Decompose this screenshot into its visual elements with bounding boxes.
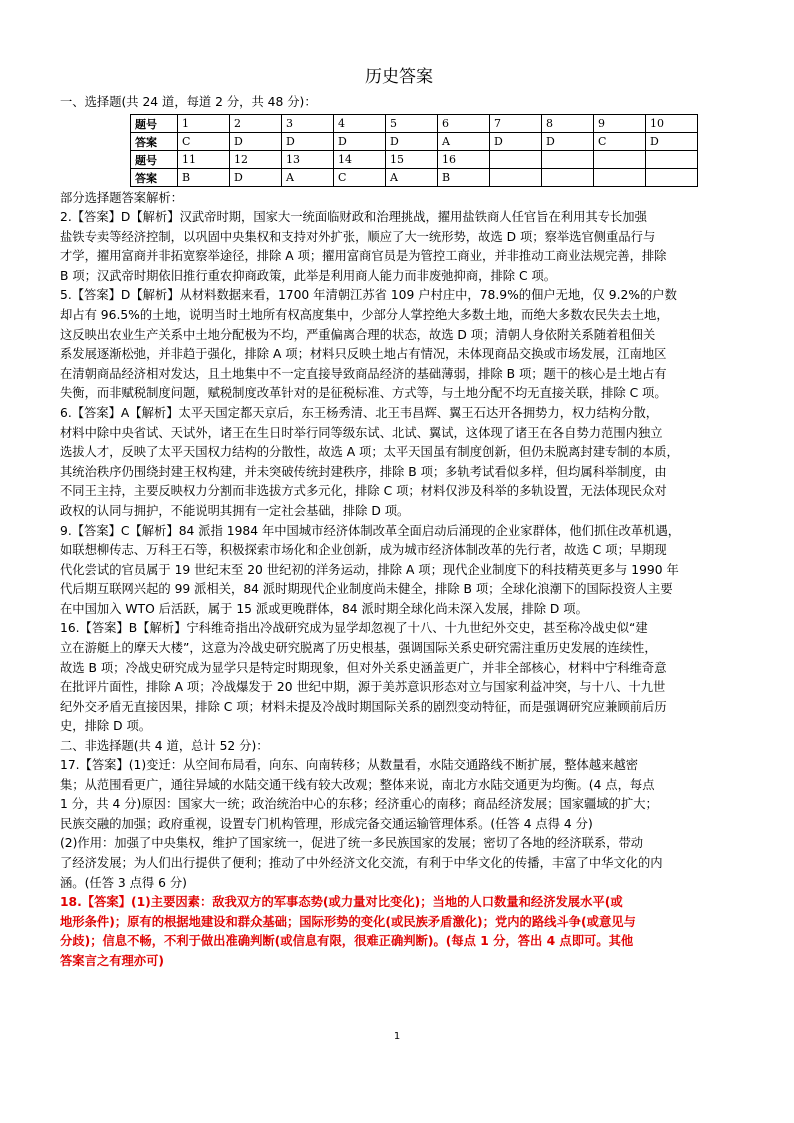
text-line: 1 分，共 4 分)原因：国家大一统；政治统治中心的东移；经济重心的南移；商品经济发展；国家疆域的扩大； xyxy=(60,797,658,812)
text-line: 失衡，而非赋税制度问题，赋税制度改革针对的是征税标准、方式等，与土地分配不均无直接关联，排除 C 项。 xyxy=(60,386,667,401)
text-line: 6.【答案】A【解析】太平天国定都天京后，东王杨秀清、北王韦昌辉、翼王石达开各拥势力，权力结构分散， xyxy=(60,405,659,420)
table-cell: C xyxy=(178,133,230,151)
table-cell: 15 xyxy=(386,151,438,169)
section-heading-nonchoice: 二、非选择题(共 4 道，总计 52 分)： xyxy=(60,739,269,754)
page-title: 历史答案 xyxy=(365,67,433,87)
text-line: 2.【答案】D【解析】汉武帝时期，国家大一统面临财政和治理挑战，擢用盐铁商人任官旨在利用其专长加强 xyxy=(60,210,647,224)
explanation-q6 xyxy=(60,404,738,522)
table-cell xyxy=(594,151,646,169)
answer-q17 xyxy=(60,756,738,893)
explanation-q2 xyxy=(60,208,738,286)
text-line: 政权的认同与拥护，不能说明其拥有一定社会基础，排除 D 项。 xyxy=(60,503,410,518)
table-cell: 5 xyxy=(386,115,438,133)
table-cell: 16 xyxy=(438,151,490,169)
table-cell: B xyxy=(438,169,490,187)
table-row-answer-1 xyxy=(131,133,698,151)
text-line: 在清朝商品经济相对发达，且土地集中不一定直接导致商品经济的基础薄弱，排除 B 项；题干的核心是土地占有 xyxy=(60,366,667,381)
text-line: 材料中除中央省试、天试外，诸王在生日时举行同等级东试、北试、翼试，这体现了诸王在各自势力范围内独立 xyxy=(60,425,663,440)
table-cell: 10 xyxy=(646,115,698,133)
text-line: 立在游艇上的摩天大楼”，这意为冷战史研究脱离了历史根基，强调国际关系史研究需注重历史发展的连续性， xyxy=(60,641,657,656)
table-cell xyxy=(646,169,698,187)
partial-answers-heading: 部分选择题答案解析： xyxy=(60,191,183,205)
answer-table xyxy=(130,114,698,187)
page-number: 1 xyxy=(393,1031,401,1042)
document-page xyxy=(60,62,738,972)
table-cell: 8 xyxy=(542,115,594,133)
table-cell: D xyxy=(334,133,386,151)
text-line: 18.【答案】(1)主要因素：敌我双方的军事态势(或力量对比变化)；当地的人口数量和经济发展水平(或 xyxy=(60,895,623,910)
text-line: 涵。(任答 3 点得 6 分) xyxy=(60,875,187,890)
explanation-q5 xyxy=(60,286,738,404)
table-cell xyxy=(542,169,594,187)
text-line: 这反映出农业生产关系中土地分配极为不均，严重偏离合理的状态，故选 D 项；清朝人身依附关系随着租佃关 xyxy=(60,327,656,342)
table-cell: 9 xyxy=(594,115,646,133)
table-cell: 14 xyxy=(334,151,386,169)
text-line: 9.【答案】C【解析】84 派指 1984 年中国城市经济体制改革全面启动后涌现的企业家群体，他们抓住改革机遇， xyxy=(60,523,681,538)
table-cell: 2 xyxy=(230,115,282,133)
table-cell: A xyxy=(282,169,334,187)
explanation-q16 xyxy=(60,619,738,737)
table-cell: 3 xyxy=(282,115,334,133)
text-line: 纪外交矛盾无直接因果，排除 C 项；材料未提及冷战时期国际关系的剧烈变动特征，而是强调研究应兼顾前后历 xyxy=(60,699,667,714)
explanation-q9 xyxy=(60,522,738,620)
table-cell: 11 xyxy=(178,151,230,169)
text-line: 在批评片面性，排除 A 项；冷战爆发于 20 世纪中期，源于美苏意识形态对立与国家利益冲突，与十八、十九世 xyxy=(60,680,666,695)
table-cell: D xyxy=(230,133,282,151)
table-cell: C xyxy=(594,133,646,151)
table-cell: 1 xyxy=(178,115,230,133)
table-cell: A xyxy=(438,133,490,151)
table-cell: 12 xyxy=(230,151,282,169)
table-cell-label: 答案 xyxy=(131,133,178,151)
table-cell: A xyxy=(386,169,438,187)
section-heading-choice: 一、选择题(共 24 道，每道 2 分，共 48 分)： xyxy=(60,95,317,109)
table-cell: D xyxy=(490,133,542,151)
text-line: 地形条件)；原有的根据地建设和群众基础；国际形势的变化(或民族矛盾激化)；党内的路线斗争(或意见与 xyxy=(60,914,636,929)
table-cell: D xyxy=(646,133,698,151)
table-cell xyxy=(490,169,542,187)
text-line: 16.【答案】B【解析】宁科维奇指出冷战研究成为显学却忽视了十八、十九世纪外交史，甚至称冷战史似“建 xyxy=(60,621,648,636)
table-cell: D xyxy=(230,169,282,187)
table-cell xyxy=(594,169,646,187)
text-line: 才学，擢用富商并非拓宽察举途径，排除 A 项；擢用富商官员是为管控工商业，并非推动工商业法规完善，排除 xyxy=(60,249,667,264)
text-line: 如联想柳传志、万科王石等，积极探索市场化和企业创新，成为城市经济体制改革的先行者，故选 C 项；早期现 xyxy=(60,543,667,558)
text-line: 答案言之有理亦可) xyxy=(60,953,164,968)
text-line: 代后期互联网兴起的 99 派相关，84 派时期现代企业制度尚未健全，排除 B 项；全球化浪潮下的国际投资人主要 xyxy=(60,582,673,597)
table-cell-label: 题号 xyxy=(131,115,178,133)
table-cell-label: 答案 xyxy=(131,169,178,187)
answer-q18 xyxy=(60,893,738,971)
text-line: 却占有 96.5%的土地，说明当时土地所有权高度集中，少部分人掌控绝大多数土地，而绝大多数农民失去土地， xyxy=(60,307,669,322)
table-row-question-2 xyxy=(131,151,698,169)
table-cell: 6 xyxy=(438,115,490,133)
table-cell: D xyxy=(386,133,438,151)
table-cell: B xyxy=(178,169,230,187)
text-line: 分歧)；信息不畅，不利于做出准确判断(或信息有限，很难正确判断)。(每点 1 分，答出 4 点即可。其他 xyxy=(60,934,634,949)
text-line: 故选 B 项；冷战史研究成为显学只是特定时期现象，但对外关系史涵盖更广，并非全部核心，材料中宁科维奇意 xyxy=(60,660,667,675)
table-cell: 13 xyxy=(282,151,334,169)
table-cell: 7 xyxy=(490,115,542,133)
table-cell xyxy=(542,151,594,169)
text-line: 不同王主持，主要反映权力分割而非选拔方式多元化，排除 C 项；材料仅涉及科举的多轨设置，无法体现民众对 xyxy=(60,484,667,499)
text-line: B 项；汉武帝时期依旧推行重农抑商政策，此举是利用商人能力而非废弛抑商，排除 C 项。 xyxy=(60,268,557,283)
text-line: 其统治秩序仍围绕封建王权构建，并未突破传统封建秩序，排除 B 项；多轨考试看似多样，但均属科举制度，由 xyxy=(60,464,667,479)
table-cell: D xyxy=(282,133,334,151)
text-line: (2)作用：加强了中央集权，维护了国家统一，促进了统一多民族国家的发展；密切了各地的经济联系，带动 xyxy=(60,836,644,851)
table-cell: C xyxy=(334,169,386,187)
table-cell: D xyxy=(542,133,594,151)
table-cell-label: 题号 xyxy=(131,151,178,169)
table-cell: 4 xyxy=(334,115,386,133)
text-line: 史，排除 D 项。 xyxy=(60,719,152,734)
table-row-question-1 xyxy=(131,115,698,133)
text-line: 在中国加入 WTO 后活跃，属于 15 派或更晚群体，84 派时期全球化尚未深入发展，排除 D 项。 xyxy=(60,601,588,616)
text-line: 5.【答案】D【解析】从材料数据来看，1700 年清朝江苏省 109 户村庄中，78.9%的佃户无地，仅 9.2%的户数 xyxy=(60,288,677,303)
text-line: 集；从范围看更广，通往异域的水陆交通干线有较大改观；整体来说，南北方水陆交通更为均衡。(4 点，每点 xyxy=(60,777,655,792)
text-line: 系发展逐渐松弛，并非趋于强化，排除 A 项；材料只反映土地占有情况，未体现商品交换或市场发展，江南地区 xyxy=(60,347,667,362)
table-cell xyxy=(646,151,698,169)
text-line: 了经济发展；为人们出行提供了便利；推动了中外经济文化交流，有利于中华文化的传播，丰富了中华文化的内 xyxy=(60,856,663,870)
text-line: 民族交融的加强；政府重视，设置专门机构管理，形成完备交通运输管理体系。(任答 4 点得 4 分) xyxy=(60,816,593,831)
text-line: 代化尝试的官员属于 19 世纪末至 20 世纪初的洋务运动，排除 A 项；现代企业制度下的科技精英更多与 1990 年 xyxy=(60,562,679,577)
table-cell xyxy=(490,151,542,169)
text-line: 17.【答案】(1)变迁：从空间布局看，向东、向南转移；从数量看，水陆交通路线不断扩展，整体越来越密 xyxy=(60,758,639,773)
table-row-answer-2 xyxy=(131,169,698,187)
text-line: 选拔人才，反映了太平天国权力结构的分散性，故选 A 项；太平天国虽有制度创新，但仍未脱离封建专制的本质， xyxy=(60,445,679,460)
text-line: 盐铁专卖等经济控制，以巩固中央集权和支持对外扩张，顺应了大一统形势，故选 D 项；察举选官侧重品行与 xyxy=(60,229,656,244)
